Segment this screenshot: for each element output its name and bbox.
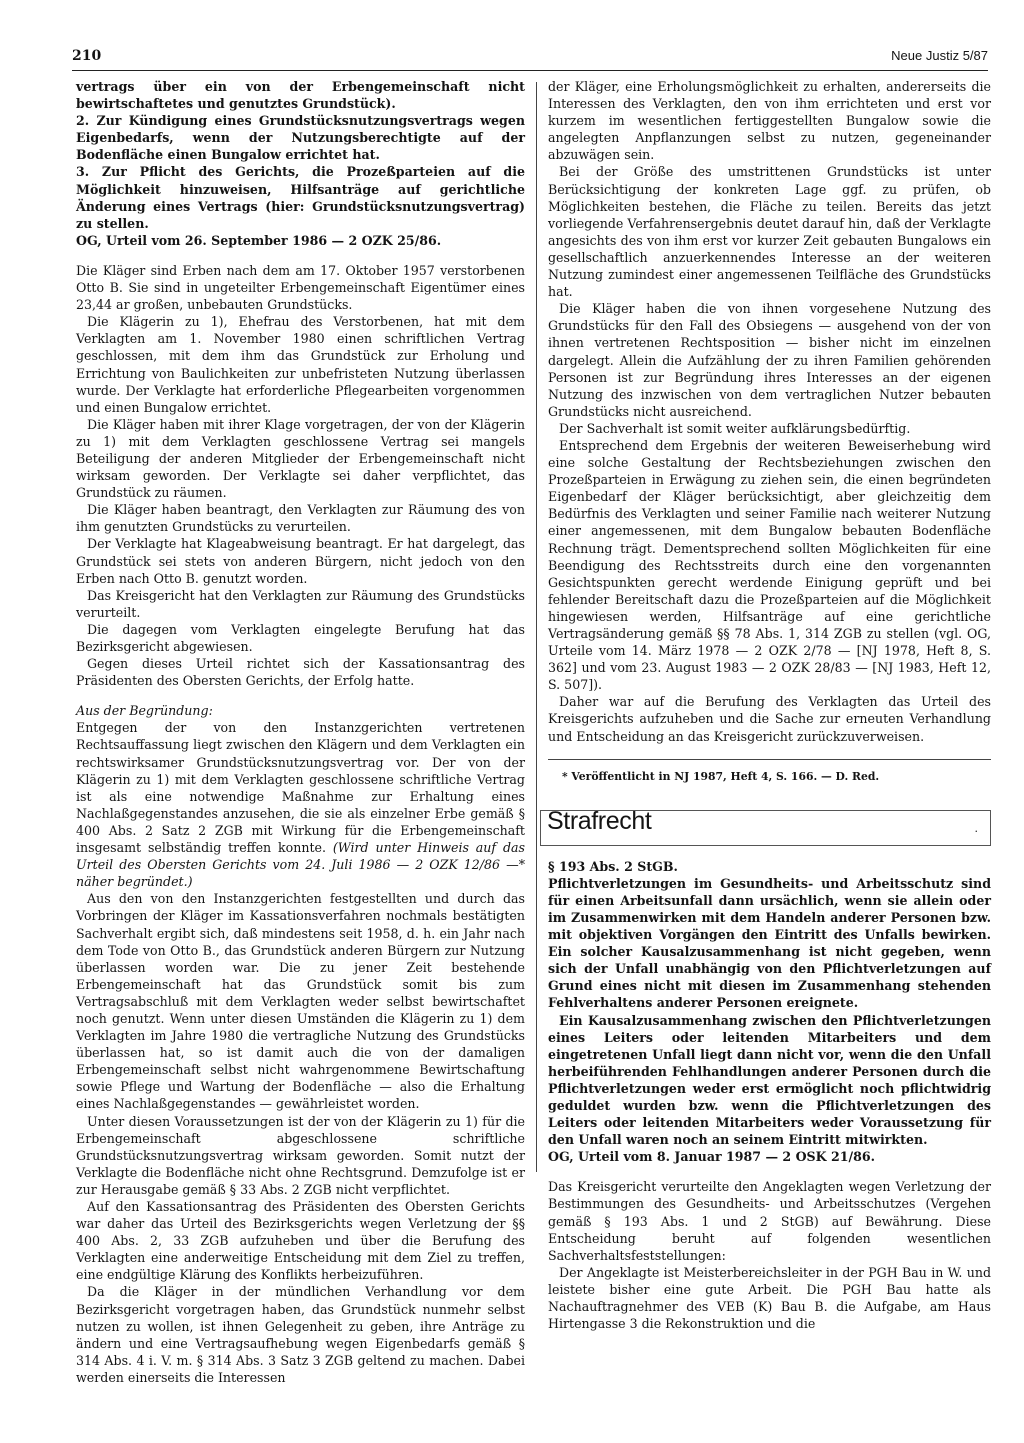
journal-reference: Neue Justiz 5/87 (891, 48, 988, 63)
right-column (548, 78, 991, 1332)
body-paragraph: Die Kläger haben die von ihnen vorgesehene Nutzung des Grundstücks für den Fall des Obsiegens — ausgehend von der von ihnen vertretenen Rechtsposition — bisher nicht im einzelnen dargelegt. Allein die Aufzählung der zu ihren Familien gehörenden Personen ist zur Begründung ihres Interesses an der eigenen Nutzung des inzwischen von dem vertraglichen Nutzer bebauten Grundstücks nicht ausreichend. (548, 301, 991, 419)
facts-paragraph: Die Kläger haben mit ihrer Klage vorgetragen, der von der Klägerin zu 1) mit dem Verklagten geschlossene Vertrag sei mangels Beteiligung der anderen Mitglieder der Erbengemeinschaft nicht wirksam geworden. Der Verklagte sei daher verpflichtet, das Grundstück zu räumen. (76, 416, 525, 501)
reasons-paragraph: Unter diesen Voraussetzungen ist der von der Klägerin zu 1) für die Erbengemeinschaft abgeschlossene schriftliche Grundstücksnutzungsvertrag wirksam geworden. Somit nutzt der Verklagte die Bodenfläche nicht ohne Rechtsgrund. Demzufolge ist er zur Herausgabe gemäß § 33 Abs. 2 ZGB nicht verpflichtet. (76, 1113, 525, 1197)
reasons-heading: Aus der Begründung: (76, 703, 213, 719)
facts-paragraph: Der Angeklagte ist Meisterbereichsleiter in der PGH Bau in W. und leistete bisher eine gute Arbeit. Die PGH Bau hatte als Nachauftragnehmer des VEB (K) Bau B. die Aufgabe, am Haus Hirtengasse 3 die Rekonstruktion und die (548, 1264, 991, 1332)
reasons-italic-note: (Wird unter Hinweis auf das Urteil des Obersten Gerichts vom 24. Juli 1986 — 2 OZK 12/86 —* näher begründet.) (76, 840, 525, 890)
facts-paragraph: Das Kreisgericht verurteilte den Angeklagten wegen Verletzung der Bestimmungen des Gesundheits- und Arbeitsschutzes (Vergehen gemäß § 193 Abs. 1 und 2 StGB) auf Bewährung. Diese Entscheidung beruht auf folgenden wesentlichen Sachverhaltsfeststellungen: (548, 1179, 991, 1263)
facts-paragraph: Die dagegen vom Verklagten eingelegte Berufung hat das Bezirksgericht abgewiesen. (76, 621, 525, 654)
headnote-1: Pflichtverletzungen im Gesundheits- und Arbeitsschutz sind für einen Arbeitsunfall dann ursächlich, wenn sie allein oder im Zusammenwirken mit dem Handeln anderer Personen bzw. mit objektiven Vorgängen den Eintritt des Unfalls bewirken. Ein solcher Kausalzusammenhang ist nicht gegeben, wenn sich der Unfall unabhängig von den Pflichtverletzungen auf Grund eines nicht mit diesen im Zusammenhang stehenden Fehlverhaltens anderer Personen ereignete. (548, 875, 991, 1011)
section-title: Strafrecht (547, 806, 652, 835)
reasons-paragraph (76, 719, 525, 890)
footnote-rule (548, 759, 991, 760)
case-citation: OG, Urteil vom 8. Januar 1987 — 2 OSK 21/86. (548, 1149, 876, 1165)
statute-reference: § 193 Abs. 2 StGB. (548, 858, 678, 874)
body-paragraph: Bei der Größe des umstrittenen Grundstücks ist unter Berücksichtigung der konkreten Lage ggf. zu prüfen, ob Möglichkeiten bestehen, die Fläche zu teilen. Bereits das jetzt vorliegende Verfahrensergebnis deutet darauf hin, daß der Verklagte angesichts des von ihm erst vor kurzer Zeit gebauten Bungalows ein gesellschaftlich anzuerkennendes Interesse an der weiteren Nutzung zumindest einer angemessenen Teilfläche des Grundstücks hat. (548, 164, 991, 300)
spacer (548, 1165, 991, 1178)
body-paragraph: Entsprechend dem Ergebnis der weiteren Beweiserhebung wird eine solche Gestaltung der Rechtsbeziehungen zwischen den Prozeßparteien in Erwägung zu ziehen sein, die einen begründeten Eigenbedarf der Kläger berücksichtigt, aber gleichzeitig dem Bedürfnis des Verklagten und seiner Familie nach weiterer Nutzung einer angemessenen, mit dem Bungalow bebauten Bodenfläche Rechnung trägt. Dementsprechend sollten Möglichkeiten für eine Beendigung des Rechtsstreits durch eine den vorgenannten Gesichtspunkten gerecht werdende Einigung geprüft und bei fehlender Bereitschaft dazu die Prozeßparteien auf die Möglichkeit hingewiesen werden, Hilfsanträge auf eine gerichtliche Vertragsänderung gemäß §§ 78 Abs. 1, 314 ZGB zu stellen (vgl. OG, Urteile vom 14. März 1978 — 2 OZK 2/78 — [NJ 1978, Heft 8, S. 362] und vom 23. August 1983 — 2 OZK 28/83 — [NJ 1983, Heft 12, S. 507]). (548, 437, 991, 693)
headnote-3: 3. Zur Pflicht des Gerichts, die Prozeßparteien auf die Möglichkeit hinzuweisen, Hilfsanträge auf gerichtliche Änderung eines Vertrags (hier: Grundstücksnutzungsvertrag) zu stellen. (76, 164, 525, 231)
facts-paragraph: Die Kläger sind Erben nach dem am 17. Oktober 1957 verstorbenen Otto B. Sie sind in ungeteilter Erbengemeinschaft Eigentümer eines 23,44 ar großen, unbebauten Grundstücks. (76, 262, 525, 313)
reasons-paragraph: Da die Kläger in der mündlichen Verhandlung vor dem Bezirksgericht vorgetragen haben, das Grundstück nunmehr selbst nutzen zu wollen, ist ihnen Gelegenheit zu geben, ihre Anträge zu ändern und eine Vertragsaufhebung wegen Eigenbedarfs gemäß § 314 Abs. 4 i. V. m. § 314 Abs. 3 Satz 3 ZGB geltend zu machen. Dabei werden einerseits die Interessen (76, 1284, 525, 1385)
headnote-2: 2. Zur Kündigung eines Grundstücksnutzungsvertrags wegen Eigenbedarfs, wenn der Nutzungsberechtigte auf der Bodenfläche einen Bungalow errichtet hat. (76, 113, 525, 163)
footnote: * Veröffentlicht in NJ 1987, Heft 4, S. 166. — D. Red. (562, 769, 880, 783)
facts-paragraph: Der Verklagte hat Klageabweisung beantragt. Er hat dargelegt, das Grundstück sei stets von anderen Bürgern, nicht jedoch von den Erben nach Otto B. genutzt worden. (76, 536, 525, 586)
facts-paragraph: Gegen dieses Urteil richtet sich der Kassationsantrag des Präsidenten des Obersten Gerichts, der Erfolg hatte. (76, 656, 525, 689)
section-mark: · (974, 824, 978, 838)
facts-paragraph: Die Kläger haben beantragt, den Verklagten zur Räumung des von ihm genutzten Grundstücks zu verurteilen. (76, 502, 525, 535)
facts-paragraph: Die Klägerin zu 1), Ehefrau des Verstorbenen, hat mit dem Verklagten am 1. November 1980 einen schriftlichen Vertrag geschlossen, mit dem ihm das Grundstück zur Erholung und Errichtung von Baulichkeiten zur unbefristeten Nutzung überlassen wurde. Der Verklagte hat erforderliche Pflegearbeiten vorgenommen und einen Bungalow errichtet. (76, 314, 525, 415)
headnote-2: Ein Kausalzusammenhang zwischen den Pflichtverletzungen eines Leiters oder leitenden Mitarbeiters und dem eingetretenen Unfall liegt dann nicht vor, wenn die den Unfall herbeiführenden Fehlhandlungen anderer Personen durch die Pflichtverletzungen weder erst ermöglicht noch pflichtwidrig geduldet wurden bzw. wenn die Pflichtverletzungen des Leiters oder leitenden Mitarbeiters weder Voraussetzung für den Unfall waren noch an seinem Eintritt mitwirkten. (548, 1012, 991, 1148)
headnote-tail: vertrags über ein von der Erbengemeinschaft nicht bewirtschaftetes und genutztes Grundstück). (76, 79, 525, 112)
body-paragraph: der Kläger, eine Erholungsmöglichkeit zu erhalten, andererseits die Interessen des Verklagten, den von ihm errichteten und erst vor kurzem im wesentlichen fertiggestellten Bungalow sowie die angelegten Anpflanzungen selbst zu nutzen, gegeneinander abzuwägen sein. (548, 79, 991, 163)
column-divider (536, 82, 537, 1172)
spacer (76, 249, 525, 262)
body-paragraph: Daher war auf die Berufung des Verklagten das Urteil des Kreisgerichts aufzuheben und die Sache zur erneuten Verhandlung und Entscheidung an das Kreisgericht zurückzuverweisen. (548, 694, 991, 744)
body-paragraph: Der Sachverhalt ist somit weiter aufklärungsbedürftig. (559, 420, 911, 436)
spacer (76, 689, 525, 702)
case-citation: OG, Urteil vom 26. September 1986 — 2 OZK 25/86. (76, 232, 442, 248)
page-number: 210 (72, 48, 102, 64)
facts-paragraph: Das Kreisgericht hat den Verklagten zur Räumung des Grundstücks verurteilt. (76, 587, 525, 620)
header-rule (72, 70, 988, 71)
reasons-text: Entgegen der von den Instanzgerichten vertretenen Rechtsauffassung liegt zwischen den Klägern und dem Verklagten ein rechtswirksamer Grundstücksnutzungsvertrag vor. Der von der Klägerin zu 1) mit dem Verklagten geschlossene schriftliche Vertrag ist als eine notwendige Maßnahme zur Erhaltung eines Nachlaßgegenstandes anzusehen, die sie als einzelner Erbe gemäß § 400 Abs. 2 Satz 2 ZGB mit Wirkung für die Erbengemeinschaft insgesamt selbständig treffen konnte. (76, 720, 525, 856)
reasons-paragraph: Auf den Kassationsantrag des Präsidenten des Obersten Gerichts war daher das Urteil des Bezirksgerichts wegen Verletzung der §§ 400 Abs. 2, 33 ZGB aufzuheben und über die Berufung des Verklagten eine anderweitige Entscheidung mit dem Ziel zu treffen, eine endgültige Klärung des Konflikts herbeizuführen. (76, 1199, 525, 1283)
section-header (540, 806, 991, 846)
reasons-paragraph: Aus den von den Instanzgerichten festgestellten und durch das Vorbringen der Kläger im Kassationsverfahren nochmals bestätigten Sachverhalt ergibt sich, daß mindestens seit 1958, d. h. ein Jahr nach dem Tode von Otto B., das Grundstück anderen Bürgern zur Nutzung überlassen worden war. Die zu jener Zeit bestehende Erbengemeinschaft hat das Grundstück somit bis zum Vertragsabschluß mit dem Verklagten weder selbst bewirtschaftet noch genutzt. Wenn unter diesen Umständen die Klägerin zu 1) dem Verklagten im Jahre 1980 die vertragliche Nutzung des Grundstücks überlassen hat, so ist damit auch die von der damaligen Erbengemeinschaft selbst nicht wahrgenommene Bewirtschaftung sowie Pflege und Wartung der Bodenfläche — also die Erhaltung eines Nachlaßgegenstandes — gewährleistet worden. (76, 891, 525, 1112)
left-column (76, 78, 525, 1386)
